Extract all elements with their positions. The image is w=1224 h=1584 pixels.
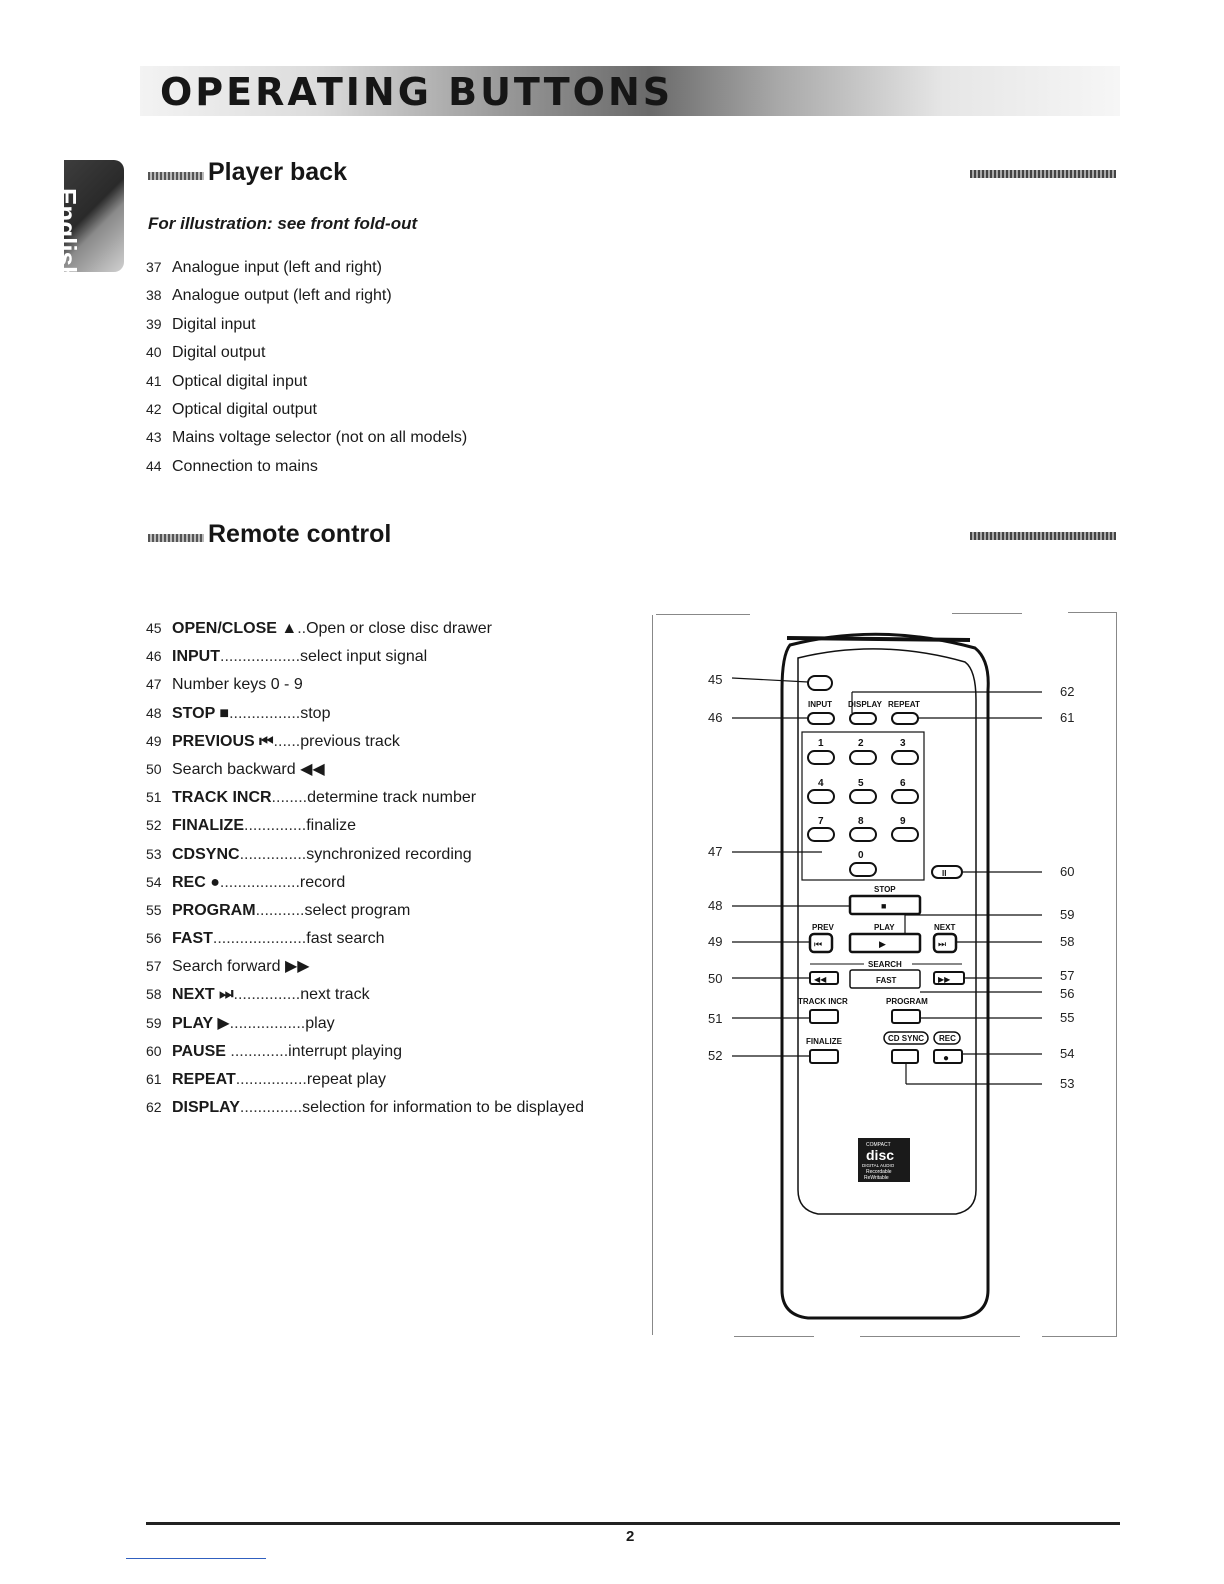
key-5-button	[850, 790, 876, 803]
display-button	[850, 713, 876, 724]
key-0-button	[850, 863, 876, 876]
next-glyph: ⏭	[938, 939, 947, 949]
list-item: 40 Digital output	[146, 344, 266, 362]
rec-label: REC	[939, 1034, 956, 1043]
key-4-label: 4	[818, 778, 824, 789]
list-item: 53 CDSYNC...............synchronized recording	[146, 845, 472, 863]
figure-frame	[1042, 1336, 1116, 1337]
list-item: 52 FINALIZE..............finalize	[146, 817, 357, 835]
logo-main: disc	[866, 1147, 895, 1163]
logo-sub1: DIGITAL AUDIO	[862, 1163, 895, 1168]
list-item: 46 INPUT..................select input signal	[146, 648, 428, 666]
key-3-label: 3	[900, 738, 906, 749]
list-item: 37 Analogue input (left and right)	[146, 259, 382, 276]
section-marker	[148, 534, 204, 542]
program-label: PROGRAM	[886, 997, 928, 1006]
list-item: 38 Analogue output (left and right)	[146, 287, 392, 305]
list-item: 62 DISPLAY..............selection for information to be displayed	[146, 1099, 585, 1117]
logo-sub3: ReWritable	[864, 1175, 889, 1181]
figure-frame	[652, 615, 653, 1335]
play-glyph: ▶	[879, 939, 886, 949]
callout-58: 58	[1060, 934, 1075, 949]
key-9-label: 9	[900, 816, 906, 827]
list-item: 39 Digital input	[146, 315, 256, 333]
rewind-glyph: ◀◀	[814, 975, 827, 984]
figure-frame	[860, 1336, 1020, 1337]
finalize-label: FINALIZE	[806, 1037, 842, 1046]
pause-glyph: II	[942, 869, 947, 878]
section-marker	[148, 172, 204, 180]
list-item: 41 Optical digital input	[146, 372, 308, 390]
track-incr-button	[810, 1010, 838, 1023]
key-1-label: 1	[818, 738, 824, 749]
player-back-list	[146, 256, 467, 483]
finalize-button	[810, 1050, 838, 1063]
logo-sub2: Recordable	[866, 1169, 892, 1175]
forward-glyph: ▶▶	[938, 975, 951, 984]
key-1-button	[808, 751, 834, 764]
callout-62: 62	[1060, 684, 1075, 699]
callout-46: 46	[708, 710, 723, 725]
key-6-label: 6	[900, 778, 906, 789]
pause-button	[932, 866, 962, 878]
list-item: 59 PLAY ▶.................play	[146, 1014, 335, 1032]
section-rule	[970, 170, 1116, 178]
figure-frame	[734, 1336, 814, 1337]
cd-sync-button	[892, 1050, 918, 1063]
list-item: 56 FAST.....................fast search	[146, 930, 385, 948]
prev-glyph: ⏮	[814, 939, 823, 949]
callout-57: 57	[1060, 968, 1075, 983]
footer-underline	[126, 1558, 266, 1559]
play-label: PLAY	[874, 923, 895, 932]
list-item: 49 PREVIOUS ⏮......previous track	[146, 732, 400, 750]
language-tab	[52, 160, 124, 282]
callout-59: 59	[1060, 907, 1075, 922]
key-2-label: 2	[858, 738, 864, 749]
list-item: 42 Optical digital output	[146, 400, 317, 418]
list-item: 61 REPEAT................repeat play	[146, 1071, 387, 1088]
callout-52: 52	[708, 1048, 723, 1063]
stop-glyph: ■	[881, 901, 887, 911]
illustration-note: For illustration: see front fold-out	[148, 214, 418, 233]
footer-rule	[146, 1522, 1120, 1525]
remote-top-edge	[787, 638, 970, 640]
list-item: 51 TRACK INCR........determine track number	[146, 789, 477, 807]
rec-glyph: ●	[943, 1053, 950, 1064]
callout-61: 61	[1060, 710, 1075, 725]
callout-50: 50	[708, 971, 723, 986]
key-4-button	[808, 790, 834, 803]
key-2-button	[850, 751, 876, 764]
callout-56: 56	[1060, 986, 1075, 1001]
key-8-label: 8	[858, 816, 864, 827]
program-button	[892, 1010, 920, 1023]
list-item: 58 NEXT ⏭...............next track	[146, 986, 370, 1004]
logo-top: COMPACT	[866, 1142, 891, 1148]
list-item: 60 PAUSE .............interrupt playing	[146, 1042, 403, 1060]
callout-47: 47	[708, 844, 723, 859]
list-item: 50 Search backward ◀◀	[146, 760, 325, 778]
list-item: 55 PROGRAM...........select program	[146, 901, 411, 919]
repeat-label: REPEAT	[888, 700, 920, 709]
section-title-player-back: Player back	[208, 158, 347, 186]
stop-label: STOP	[874, 885, 896, 894]
key-3-button	[892, 751, 918, 764]
page-number: 2	[626, 1528, 635, 1545]
list-item: 54 REC ●..................record	[146, 873, 346, 891]
cd-sync-label: CD SYNC	[888, 1034, 925, 1043]
remote-control-list	[146, 617, 584, 1124]
fast-label: FAST	[876, 976, 897, 985]
section-title-remote-control: Remote control	[208, 520, 392, 548]
callout-55: 55	[1060, 1010, 1075, 1025]
key-7-button	[808, 828, 834, 841]
list-item: 45 OPEN/CLOSE ▲..Open or close disc drawer	[146, 620, 492, 637]
remote-illustration	[690, 610, 1120, 1330]
repeat-button	[892, 713, 918, 724]
callout-53: 53	[1060, 1076, 1075, 1091]
language-tab-label: English	[52, 188, 82, 282]
list-item: 48 STOP ■................stop	[146, 704, 331, 722]
leader-lines	[732, 678, 1042, 1084]
page-title: OPERATING BUTTONS	[160, 70, 674, 114]
track-incr-label: TRACK INCR	[798, 997, 848, 1006]
section-rule	[970, 532, 1116, 540]
key-6-button	[892, 790, 918, 803]
callout-51: 51	[708, 1011, 723, 1026]
key-9-button	[892, 828, 918, 841]
list-item: 47 Number keys 0 - 9	[146, 676, 303, 694]
open-close-button	[808, 676, 832, 690]
search-label: SEARCH	[868, 960, 902, 969]
callout-49: 49	[708, 934, 723, 949]
key-7-label: 7	[818, 816, 824, 827]
callout-60: 60	[1060, 864, 1075, 879]
input-label: INPUT	[808, 700, 832, 709]
callout-48: 48	[708, 898, 723, 913]
key-8-button	[850, 828, 876, 841]
display-label: DISPLAY	[848, 700, 882, 709]
prev-label: PREV	[812, 923, 834, 932]
next-label: NEXT	[934, 923, 956, 932]
key-5-label: 5	[858, 778, 864, 789]
callout-54: 54	[1060, 1046, 1075, 1061]
key-0-label: 0	[858, 850, 864, 861]
callout-45: 45	[708, 672, 723, 687]
list-item: 57 Search forward ▶▶	[146, 958, 310, 976]
list-item: 43 Mains voltage selector (not on all models)	[146, 429, 468, 447]
list-item: 44 Connection to mains	[146, 457, 318, 475]
input-button	[808, 713, 834, 724]
